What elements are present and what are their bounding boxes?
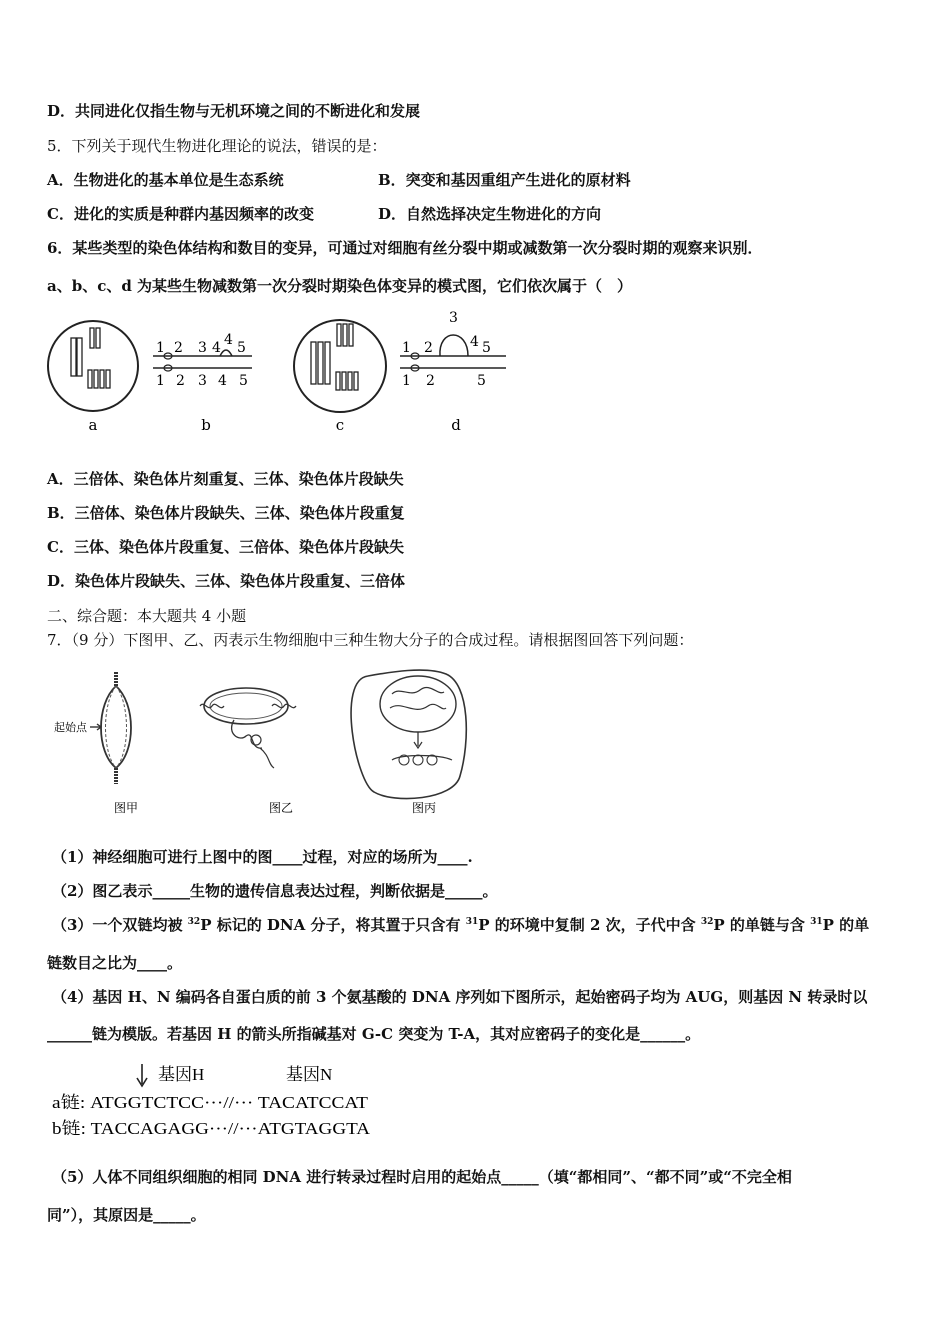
section-2-title: 二、综合题：本大题共 4 小题 <box>47 607 247 625</box>
q7-p3-sup-4: 31 <box>810 917 823 927</box>
figure-a-cell <box>48 321 138 411</box>
gene-n-label: 基因N <box>286 1065 333 1084</box>
q5-stem: 5．下列关于现代生物进化理论的说法，错误的是： <box>47 137 387 155</box>
q6-option-a: A．三倍体、染色体片刻重复、三体、染色体片段缺失 <box>47 470 404 488</box>
q7-p3-text-1: （3）一个双链均被 <box>52 916 188 934</box>
b-top-3: 3 <box>198 340 207 356</box>
d-top-4: 4 <box>470 334 479 350</box>
q7-part-5-line1: （5）人体不同组织细胞的相同 DNA 进行转录过程时启用的起始点_____（填“都相同”、“都不同”或“不完全相 <box>52 1168 792 1186</box>
gene-h-label: 基因H <box>158 1065 205 1084</box>
fig-yi-caption: 图乙 <box>268 801 294 815</box>
chromosome-variation-figure <box>40 308 520 438</box>
d-bottom-1: 1 <box>402 373 411 389</box>
q7-p3-text-3: P 的环境中复制 2 次，子代中含 <box>478 916 701 934</box>
b-top-4a: 4 <box>212 340 221 356</box>
q7-part-4-line1: （4）基因 H、N 编码各自蛋白质的前 3 个氨基酸的 DNA 序列如下图所示，起始密码子均为 AUG，则基因 N 转录时以 <box>52 988 868 1006</box>
fig-bing-caption: 图丙 <box>411 801 437 815</box>
q7-part-5-line2: 同”），其原因是_____。 <box>47 1206 206 1224</box>
figure-d-label: d <box>451 416 461 434</box>
figure-c-cell <box>294 320 386 412</box>
figure-b-label: b <box>201 416 211 434</box>
b-top-5: 5 <box>237 340 246 356</box>
fig-bing-cell <box>351 670 466 798</box>
b-bottom-2: 2 <box>176 373 185 389</box>
q7-part-2: （2）图乙表示_____生物的遗传信息表达过程，判断依据是_____。 <box>52 882 498 900</box>
q7-p3-text-5: P 的单 <box>822 916 870 934</box>
d-top-5: 5 <box>482 340 491 356</box>
gene-sequence-figure <box>50 1062 390 1144</box>
q7-stem: 7．（9 分）下图甲、乙、丙表示生物细胞中三种生物大分子的合成过程。请根据图回答下列问题： <box>47 631 694 649</box>
q6-option-c: C．三体、染色体片段重复、三倍体、染色体片段缺失 <box>47 538 404 556</box>
q7-p3-sup-2: 31 <box>465 917 479 927</box>
q7-p3-text-2: P 标记的 DNA 分子，将其置于只含有 <box>200 916 466 934</box>
d-top-1: 1 <box>402 340 411 356</box>
figure-d-pairing <box>400 310 506 389</box>
q5-option-a: A．生物进化的基本单位是生态系统 <box>47 171 284 189</box>
b-top-1: 1 <box>156 340 165 356</box>
fig-yi-transcription <box>200 688 296 768</box>
b-bottom-5: 5 <box>239 373 248 389</box>
fig-jia-caption: 图甲 <box>113 801 139 815</box>
figure-c-label: c <box>335 416 345 434</box>
q7-part-3-line1 <box>52 915 869 935</box>
figure-b-pairing <box>153 332 252 389</box>
q6-option-d: D．染色体片段缺失、三体、染色体片段重复、三倍体 <box>47 572 406 590</box>
strand-b-sequence: b链: TACCAGAGG···//···ATGTAGGTA <box>52 1119 371 1138</box>
d-bottom-5: 5 <box>477 373 486 389</box>
q7-part-4-line2: ______链为模版。若基因 H 的箭头所指碱基对 G-C 突变为 T-A，其对应密码子的变化是______。 <box>47 1025 701 1043</box>
q7-part-1: （1）神经细胞可进行上图中的图____过程，对应的场所为____. <box>52 848 473 866</box>
q7-p3-sup-1: 32 <box>187 917 201 927</box>
q7-p3-text-4: P 的单链与含 <box>713 916 811 934</box>
q5-option-b: B．突变和基因重组产生进化的原材料 <box>378 171 631 189</box>
q6-stem-line2: a、b、c、d 为某些生物减数第一次分裂时期染色体变异的模式图，它们依次属于（ ） <box>47 277 633 295</box>
b-bottom-3: 3 <box>198 373 207 389</box>
q4-option-d: D．共同进化仅指生物与无机环境之间的不断进化和发展 <box>47 102 421 120</box>
fig-jia-replication <box>90 672 131 784</box>
q5-option-d: D．自然选择决定生物进化的方向 <box>378 205 602 223</box>
figure-a-label: a <box>88 416 98 434</box>
synthesis-process-figures <box>50 664 470 824</box>
q6-stem-line1: 6．某些类型的染色体结构和数目的变异，可通过对细胞有丝分裂中期或减数第一次分裂时期的观察来识别． <box>47 239 763 257</box>
b-top-2: 2 <box>174 340 183 356</box>
strand-a-sequence: a链: ATGGTCTCC···//··· TACATCCAT <box>52 1093 369 1112</box>
fig-jia-origin-label: 起始点 <box>54 721 87 734</box>
b-bottom-4: 4 <box>218 373 227 389</box>
q6-option-b: B．三倍体、染色体片段缺失、三体、染色体片段重复 <box>47 504 405 522</box>
q7-p3-sup-3: 32 <box>700 917 714 927</box>
d-top-2: 2 <box>424 340 433 356</box>
q5-option-c: C．进化的实质是种群内基因频率的改变 <box>47 205 314 223</box>
q7-part-3-line2: 链数目之比为____。 <box>47 954 183 972</box>
d-bottom-2: 2 <box>426 373 435 389</box>
b-top-4b: 4 <box>224 332 233 348</box>
d-top-3: 3 <box>449 310 458 326</box>
b-bottom-1: 1 <box>156 373 165 389</box>
